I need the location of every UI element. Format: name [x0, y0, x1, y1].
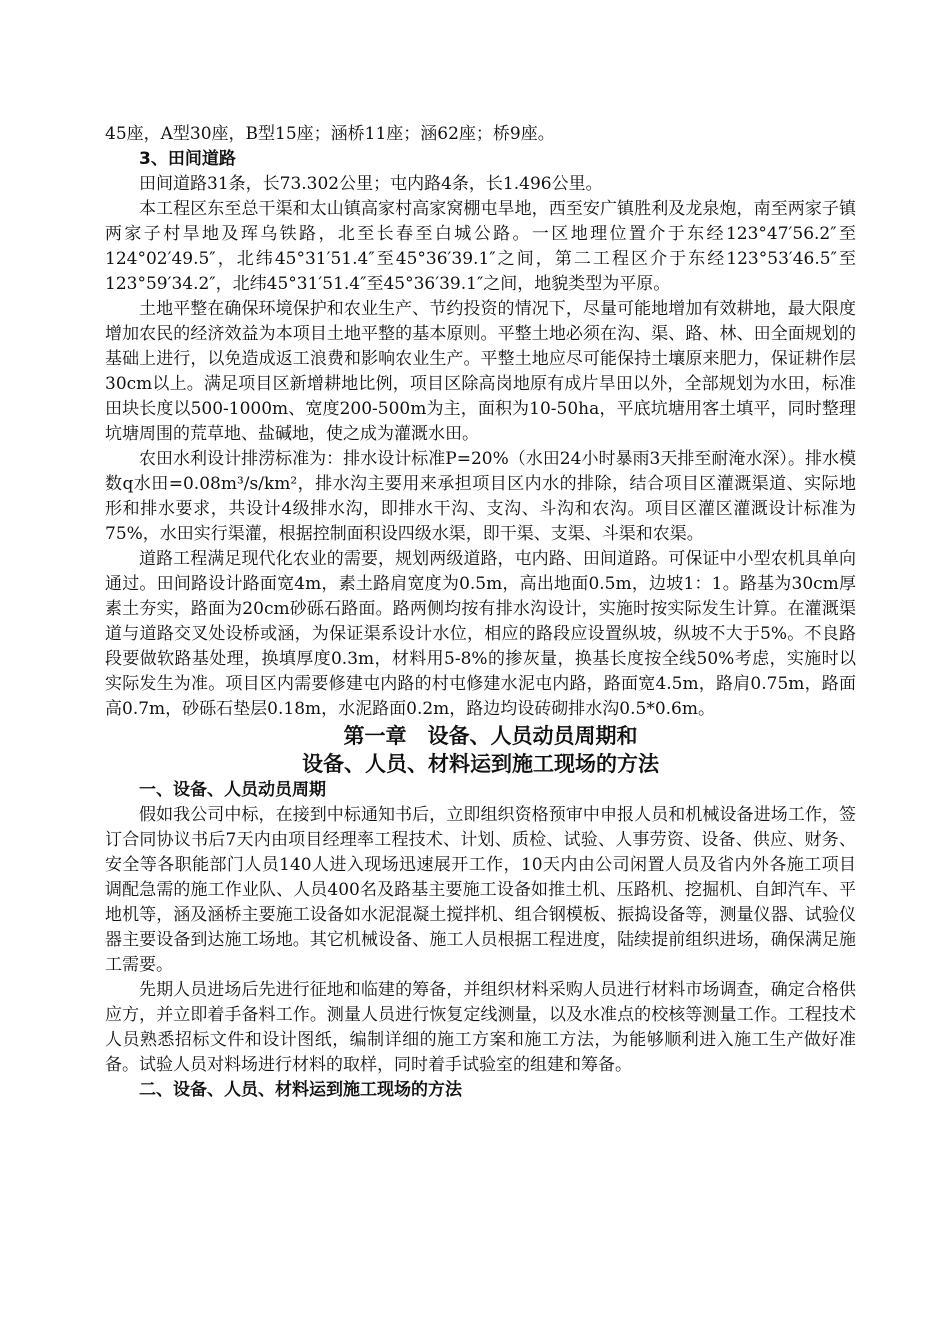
paragraph-land-leveling: 土地平整在确保环境保护和农业生产、节约投资的情况下，尽量可能地增加有效耕地，最大限度增加农民的经济效益为本项目土地平整的基本原则。平整土地必须在沟、渠、路、林、田全面规划的基础上进行，以免造成返工浪费和影响农业生产。平整土地应尽可能保持土壤原来肥力，保证耕作层30cm以上。满足项目区新增耕地比例，项目区除高岗地原有成片旱田以外，全部规划为水田，标准田块长度以500-1000m、宽度200-500m为主，面积为10-50ha，平底坑塘用客土填平，同时整理坑塘周围的荒草地、盐碱地，使之成为灌溉水田。 — [105, 299, 856, 444]
section-1-heading: 一、设备、人员动员周期 — [139, 780, 326, 800]
paragraph-project-location: 本工程区东至总干渠和太山镇高家村高家窝棚屯旱地，西至安广镇胜利及龙泉炮，南至两家子镇两家子村旱地及珲乌铁路，北至长春至白城公路。一区地理位置介于东经123°47′56.2″至124°02′49.5″，北纬45°31′51.4″至45°36′39.1″之间，第二工程区介于东经123°53′46.5″至123°59′34.2″，北纬45°31′51.4″至45°36′39.1″之间，地貌类型为平原。 — [105, 199, 856, 294]
chapter-title-line-2: 设备、人员、材料运到施工现场的方法 — [302, 752, 659, 776]
paragraph-drainage-standard: 农田水利设计排涝标准为：排水设计标准P=20%（水田24小时暴雨3天排至耐淹水深）。排水模数q水田=0.08m³/s/km²，排水沟主要用来承担项目区内水的排除，结合项目区灌溉渠道、实际地形和排水要求，共设计4级排水沟，即排水干沟、支沟、斗沟和农沟。项目区灌区灌溉设计标准为75%，水田实行渠灌，根据控制面积设四级水渠，即干渠、支渠、斗渠和农渠。 — [105, 449, 856, 544]
subheading-field-roads: 3、田间道路 — [139, 149, 236, 169]
paragraph-road-engineering: 道路工程满足现代化农业的需要，规划两级道路，屯内路、田间道路。可保证中小型农机具单向通过。田间路设计路面宽4m，素土路肩宽度为0.5m，高出地面0.5m，边坡1：1。路基为30cm厚素土夯实，路面为20cm砂砾石路面。路两侧均按有排水沟设计，实施时按实际发生计算。在灌溉渠道与道路交叉处设桥或涵，为保证渠系设计水位，相应的路段应设置纵坡，纵坡不大于5%。不良路段要做软路基处理，换填厚度0.3m，材料用5-8%的掺灰量，换基长度按全线50%考虑，实施时以实际发生为准。项目区内需要修建屯内路的村屯修建水泥屯内路，路面宽4.5m，路肩0.75m，路面高0.7m，砂砾石垫层0.18m，水泥路面0.2m，路边均设砖砌排水沟0.5*0.6m。 — [105, 549, 856, 719]
paragraph-preparation: 先期人员进场后先进行征地和临建的筹备，并组织材料采购人员进行材料市场调查，确定合格供应方，并立即着手备料工作。测量人员进行恢复定线测量，以及水准点的校核等测量工作。工程技术人员熟悉招标文件和设计图纸，编制详细的施工方案和施工方法，为能够顺利进入施工生产做好准备。试验人员对料场进行材料的取样，同时着手试验室的组建和筹备。 — [105, 980, 856, 1075]
document-page — [105, 122, 856, 1103]
chapter-title-line-1: 第一章 设备、人员动员周期和 — [343, 724, 638, 748]
chapter-title — [105, 722, 856, 778]
section-2-heading: 二、设备、人员、材料运到施工现场的方法 — [139, 1080, 462, 1100]
paragraph-mobilization: 假如我公司中标，在接到中标通知书后，立即组织资格预审中申报人员和机械设备进场工作，签订合同协议书后7天内由项目经理率工程技术、计划、质检、试验、人事劳资、设备、供应、财务、安全等各职能部门人员140人进入现场迅速展开工作，10天内由公司闲置人员及省内外各施工项目调配急需的施工作业队、人员400名及路基主要施工设备如推土机、压路机、挖掘机、自卸汽车、平地机等，涵及涵桥主要施工设备如水泥混凝土搅拌机、组合钢模板、振捣设备等，测量仪器、试验仪器主要设备到达施工场地。其它机械设备、施工人员根据工程进度，陆续提前组织进场，确保满足施工需要。 — [105, 805, 856, 975]
paragraph-structures-count: 45座，A型30座，B型15座；涵桥11座；涵62座；桥9座。 — [105, 124, 555, 144]
paragraph-road-count: 田间道路31条，长73.302公里；屯内路4条，长1.496公里。 — [139, 174, 603, 194]
